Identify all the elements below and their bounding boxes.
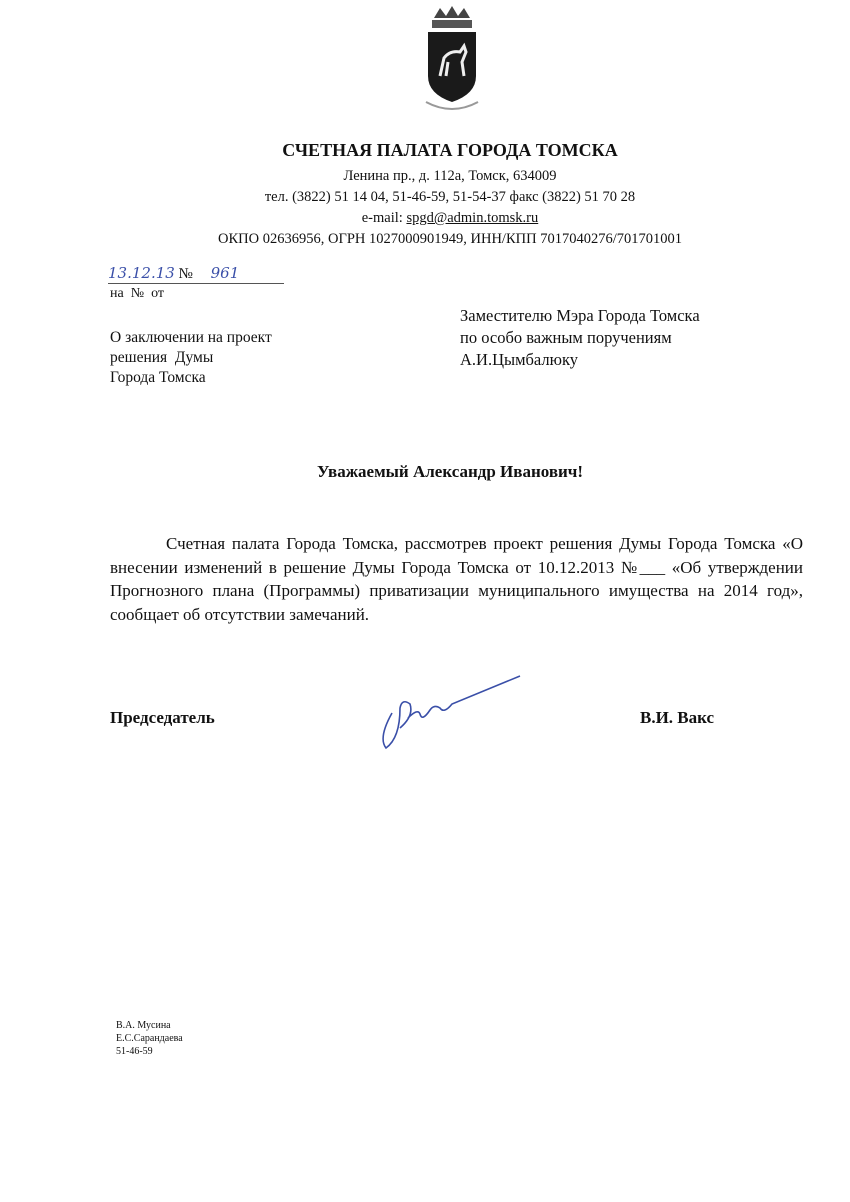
recipient-line: Заместителю Мэра Города Томска xyxy=(460,306,700,325)
number-label: № xyxy=(178,266,193,282)
executor-phone: 51-46-59 xyxy=(116,1046,153,1057)
subject-line: О заключении на проект xyxy=(110,329,272,346)
outgoing-date: 13.12.13 xyxy=(108,264,175,282)
address: Ленина пр., д. 112а, Томск, 634009 xyxy=(343,168,557,184)
signatory-position: Председатель xyxy=(110,708,215,727)
email-label: e-mail: xyxy=(361,210,407,226)
city-coat-of-arms xyxy=(420,6,484,116)
executors xyxy=(116,1019,183,1058)
greeting: Уважаемый Александр Иванович! xyxy=(316,462,584,481)
letter-body: Счетная палата Города Томска, рассмотрев проект решения Думы Города Томска «О внесении изменений в решение Думы Города Томска от 10.12.2013 №___ «Об утверждении Прогнозного плана (Программы) приватизации муниципального имущества на 2014 год», сообщает об отсутствии замечаний. xyxy=(110,534,803,624)
outgoing-ref xyxy=(108,264,284,284)
executor-name: В.А. Мусина xyxy=(116,1020,171,1031)
handwritten-signature xyxy=(370,668,530,758)
email-line xyxy=(0,210,850,227)
subject xyxy=(110,328,272,388)
reply-to: на № от xyxy=(110,286,164,301)
phones: тел. (3822) 51 14 04, 51-46-59, 51-54-37 факс (3822) 51 70 28 xyxy=(264,189,636,205)
subject-line: Города Томска xyxy=(110,369,206,386)
registry-codes: ОКПО 02636956, ОГРН 1027000901949, ИНН/КПП 7017040276/701701001 xyxy=(218,231,682,247)
recipient xyxy=(460,305,700,371)
subject-line: решения Думы xyxy=(110,349,214,366)
outgoing-number: 961 xyxy=(210,264,240,282)
email-link[interactable]: spgd@admin.tomsk.ru xyxy=(406,210,539,226)
recipient-line: по особо важным поручениям xyxy=(460,328,672,347)
recipient-line: А.И.Цымбалюку xyxy=(460,350,578,369)
organization-name: СЧЕТНАЯ ПАЛАТА ГОРОДА ТОМСКА xyxy=(282,140,618,160)
executor-name: Е.С.Сарандаева xyxy=(116,1033,183,1044)
signatory-name: В.И. Вакс xyxy=(640,708,715,727)
